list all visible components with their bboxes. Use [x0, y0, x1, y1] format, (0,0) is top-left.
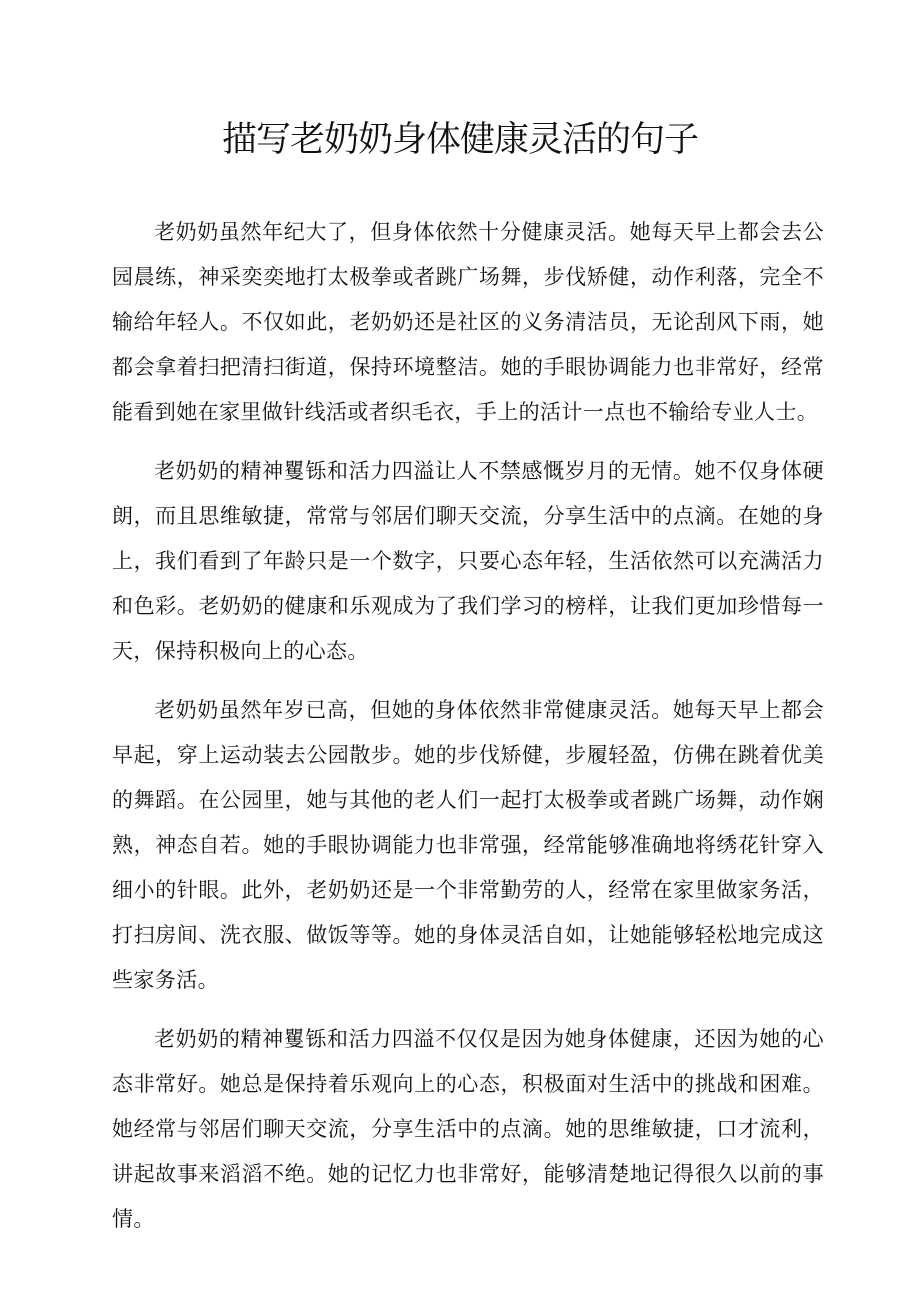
- paragraph-1: 老奶奶虽然年纪大了，但身体依然十分健康灵活。她每天早上都会去公园晨练，神采奕奕地打太极拳或者跳广场舞，步伐矫健，动作利落，完全不输给年轻人。不仅如此，老奶奶还是社区的义务清洁员，无论刮风下雨，她都会拿着扫把清扫街道，保持环境整洁。她的手眼协调能力也非常好，经常能看到她在家里做针线活或者织毛衣，手上的活计一点也不输给专业人士。: [112, 220, 824, 424]
- paragraph-4: 老奶奶的精神矍铄和活力四溢不仅仅是因为她身体健康，还因为她的心态非常好。她总是保持着乐观向上的心态，积极面对生活中的挑战和困难。她经常与邻居们聊天交流，分享生活中的点滴。她的思维敏捷，口才流利，讲起故事来滔滔不绝。她的记忆力也非常好，能够清楚地记得很久以前的事情。: [112, 1027, 824, 1231]
- document-title: 描写老奶奶身体健康灵活的句子: [221, 120, 698, 160]
- paragraph-2: 老奶奶的精神矍铄和活力四溢让人不禁感慨岁月的无情。她不仅身体硬朗，而且思维敏捷，常常与邻居们聊天交流，分享生活中的点滴。在她的身上，我们看到了年龄只是一个数字，只要心态年轻，生活依然可以充满活力和色彩。老奶奶的健康和乐观成为了我们学习的榜样，让我们更加珍惜每一天，保持积极向上的心态。: [112, 459, 824, 663]
- document-body: [112, 210, 824, 1256]
- paragraph-3: 老奶奶虽然年岁已高，但她的身体依然非常健康灵活。她每天早上都会早起，穿上运动装去公园散步。她的步伐矫健，步履轻盈，仿佛在跳着优美的舞蹈。在公园里，她与其他的老人们一起打太极拳或者跳广场舞，动作娴熟，神态自若。她的手眼协调能力也非常强，经常能够准确地将绣花针穿入细小的针眼。此外，老奶奶还是一个非常勤劳的人，经常在家里做家务活，打扫房间、洗衣服、做饭等等。她的身体灵活自如，让她能够轻松地完成这些家务活。: [112, 698, 824, 992]
